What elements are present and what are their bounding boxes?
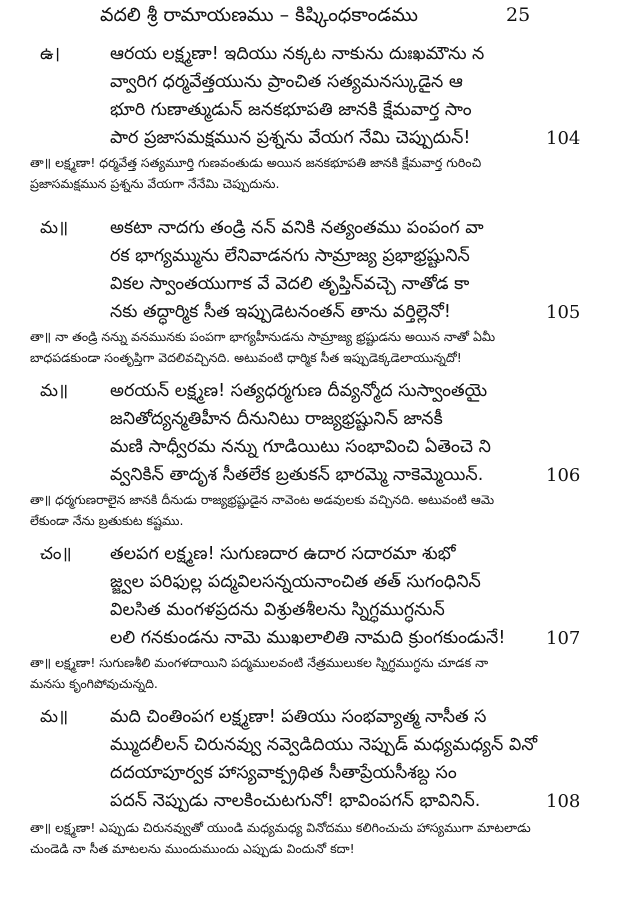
verse-number: 108 bbox=[546, 791, 581, 812]
page-title: వదలి శ్రీ రామాయణము – కిష్కింధకాండము bbox=[100, 4, 418, 26]
gloss-line: బాధపడకుండా సంతృప్తిగా వెదలివచ్చినది. అటువంటి ధార్మిక సీత ఇప్పుడెక్కడెలాయున్నదో! bbox=[30, 350, 462, 365]
gloss-line: తా॥ నా తండ్రి నన్ను వనమునకు పంపగా భాగ్యహీనుడను సామ్రాజ్య భ్రష్టుడను అయిన నాతో ఏమీ bbox=[30, 329, 496, 344]
verse-number: 105 bbox=[546, 302, 581, 323]
verse-line: మ్ముదలీలన్ చిరునవ్వు నవ్వెడిదియు నెప్పుడ్ మధ్యమధ్యన్ వినో bbox=[110, 735, 538, 755]
gloss-line: చుండెడి నా సీత మాటలను ముందుముందు ఎప్పుడు విందునో కదా! bbox=[30, 841, 355, 856]
verse-line: వ్వనికిన్ తాదృశ సీతలేక బ్రతుకన్ భారమ్మె నాకెమ్మెయిన్. bbox=[110, 465, 484, 485]
verse-meter-marker: మ॥ bbox=[40, 707, 69, 727]
verse-gloss bbox=[30, 152, 620, 194]
verse-line: రక భాగ్యమ్మును లేనివాడనగు సామ్రాజ్య ప్రభాభ్రష్టునిన్ bbox=[110, 246, 470, 266]
verse-line: అకటా నాదగు తండ్రి నన్ వనికి నత్యంతము పంపంగ వా bbox=[110, 218, 484, 238]
gloss-line: తా॥ లక్ష్మణా! ఎప్పుడు చిరునవ్వుతో యుండి మధ్యమధ్య వినోదము కలిగించుచు హాస్యముగా మాటలాడు bbox=[30, 820, 531, 835]
gloss-line: మనసు కృంగిపోవుచున్నది. bbox=[30, 676, 158, 691]
verse-line: అరయన్ లక్ష్మణ! సత్యధర్మగుణ దీవ్యన్మోద సుస్వాంతయై bbox=[110, 381, 488, 401]
gloss-line: తా॥ ధర్మగుణరాలైన జానకి దీనుడు రాజ్యభ్రష్టుడైన నావెంట అడవులకు వచ్చినది. అటువంటి ఆమె bbox=[30, 492, 495, 507]
gloss-line: ప్రజాసమక్షమున ప్రశ్నను వేయగా నేనేమి చెప్పుదును. bbox=[30, 176, 280, 191]
verse-gloss bbox=[30, 489, 620, 531]
verse-line: మది చింతింపగ లక్ష్మణా! పతియు సంభవ్యాత్మ నాసీత స bbox=[110, 707, 487, 727]
verse-line: మణి సాధ్వీరమ నన్ను గూడియిటు సంభావించి ఏతెంచె ని bbox=[110, 437, 491, 457]
verse-line: పదన్ నెప్పుడు నాలకించుటగునో! భావింపగన్ భావినిన్. bbox=[110, 791, 481, 811]
verse-meter-marker: మ॥ bbox=[40, 218, 69, 238]
verse-line: నకు తద్ధార్మిక సీత ఇప్పుడెటనంతన్ తాను వర్తిల్లెనో! bbox=[110, 302, 451, 322]
verse-line: వికల స్వాంతయుగాక వే వెదలి తృప్తిన్‌వచ్చె నాతోడ కా bbox=[110, 274, 470, 294]
verse-number: 107 bbox=[546, 628, 581, 649]
verse-gloss bbox=[30, 817, 620, 859]
verse-line: తలపగ లక్ష్మణ! సుగుణదార ఉదార సదారమా శుభో bbox=[110, 544, 456, 564]
gloss-line: లేకుండా నేను బ్రతుకుట కష్టము. bbox=[30, 513, 184, 528]
verse-line: లలి గనకుండను నామె ముఖలాలితి నామది క్రుంగకుండునే! bbox=[110, 628, 506, 648]
verse-line: జ్జ్వల పరిఫుల్ల పద్మవిలసన్నయనాంచిత తత్ సుగంధినిన్ bbox=[110, 572, 481, 592]
verse-line: భూరి గుణాత్ముడున్ జనకభూపతి జానకి క్షేమవార్త సాం bbox=[110, 100, 472, 120]
verse-line: దదయాపూర్వక హాస్యవాక్ప్రథిత సీతాప్రేయసీశబ్ద సం bbox=[110, 763, 457, 783]
verse-number: 106 bbox=[546, 465, 581, 486]
verse-gloss bbox=[30, 326, 620, 368]
verse-meter-marker: మ॥ bbox=[40, 381, 69, 401]
verse-line: పార ప్రజాసమక్షమున ప్రశ్నను వేయగ నేమి చెప్పుదున్! bbox=[110, 128, 471, 148]
page-header bbox=[0, 4, 638, 30]
verse-meter-marker: ఉ। bbox=[40, 44, 61, 64]
verse-line: జనితోద్యన్మతిహీన దీనునిటు రాజ్యభ్రష్టునిన్ జానకీ bbox=[110, 409, 443, 429]
verse-meter-marker: చం॥ bbox=[40, 544, 72, 564]
verse-gloss bbox=[30, 652, 620, 694]
verse-line: విలసిత మంగళప్రదను విశ్రుతశీలను స్నిగ్ధముగ్ధనున్ bbox=[110, 600, 445, 620]
page-number: 25 bbox=[506, 4, 531, 26]
verse-line: ఆరయ లక్ష్మణా! ఇదియు నక్కట నాకును దుఃఖమౌను న bbox=[110, 44, 485, 64]
verse-line: వ్వారిగ ధర్మవేత్తయును ప్రాంచిత సత్యమనస్కుడైన ఆ bbox=[110, 72, 463, 92]
gloss-line: తా॥ లక్ష్మణా! ధర్మవేత్త సత్యమూర్తి గుణవంతుడు అయిన జనకభూపతి జానకి క్షేమవార్త గురించి bbox=[30, 155, 482, 170]
verse-number: 104 bbox=[546, 128, 581, 149]
gloss-line: తా॥ లక్ష్మణా! సుగుణశీలి మంగళదాయిని పద్మములవంటి నేత్రములుకల స్నిగ్ధముగ్ధను చూడక నా bbox=[30, 655, 489, 670]
